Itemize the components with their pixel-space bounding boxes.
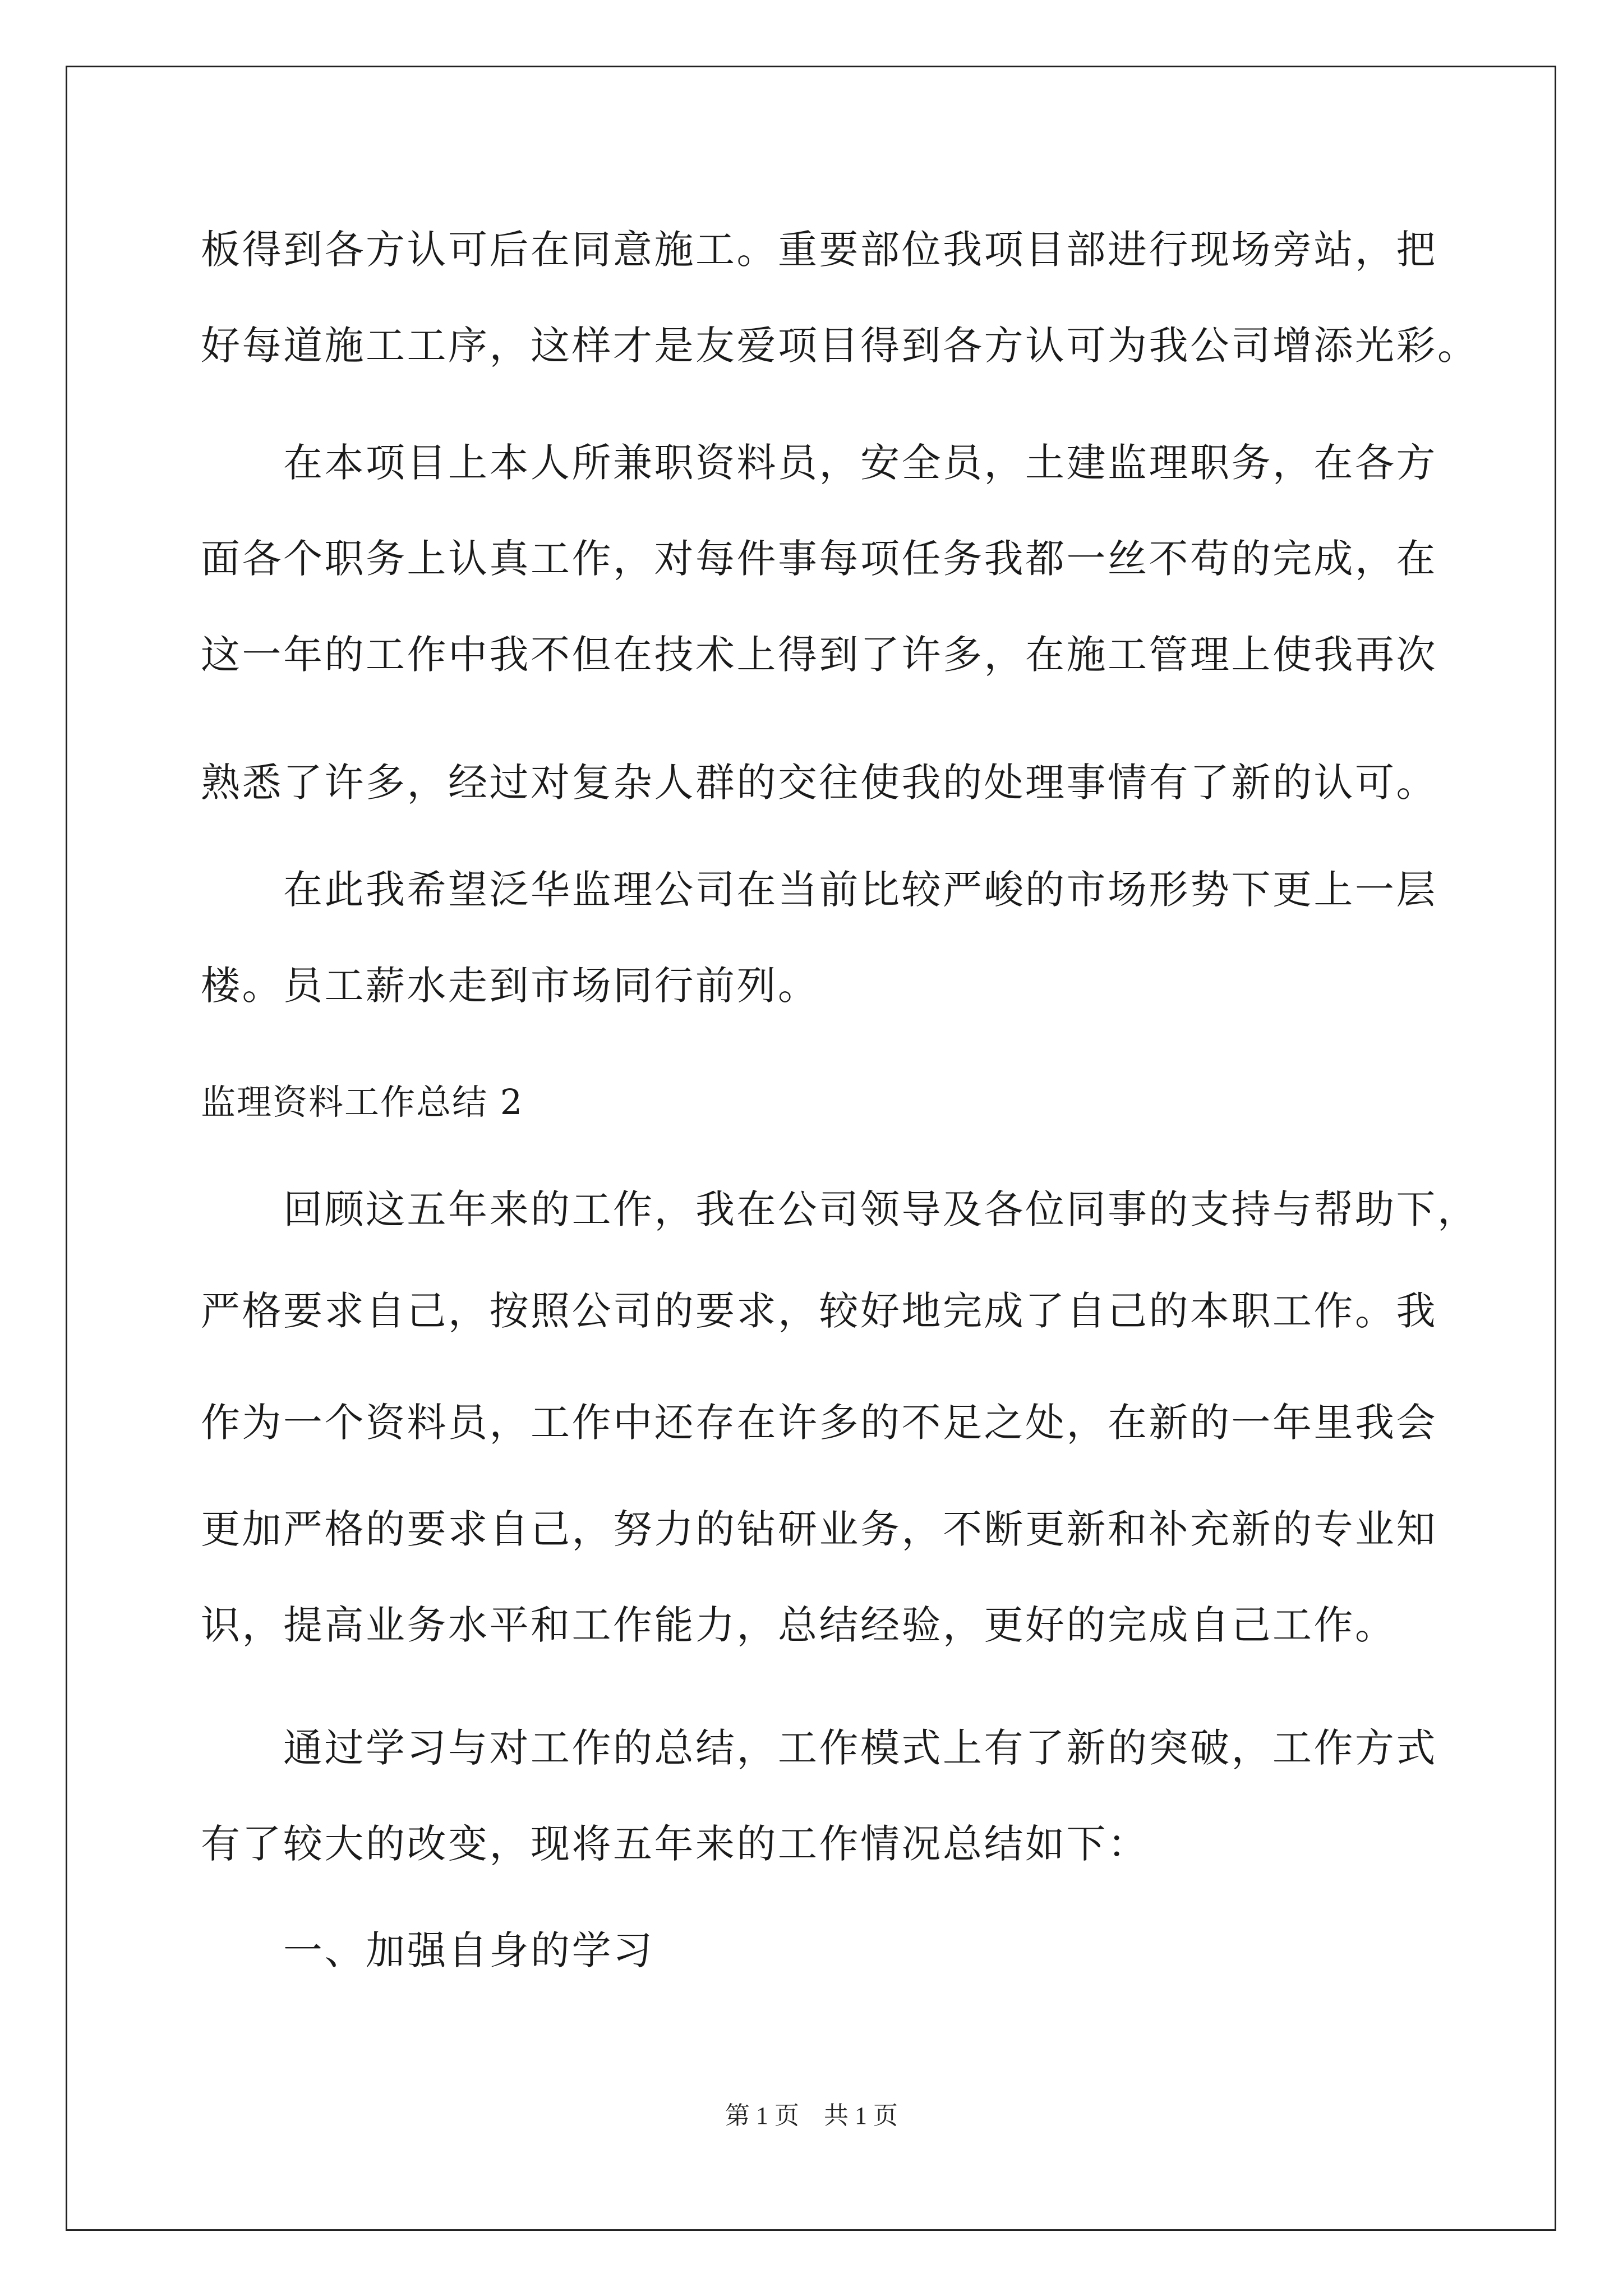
body-line: 更加严格的要求自己，努力的钻研业务，不断更新和补充新的专业知 [201, 1506, 1437, 1552]
body-line: 识，提高业务水平和工作能力，总结经验，更好的完成自己工作。 [201, 1602, 1396, 1648]
body-line: 面各个职务上认真工作，对每件事每项任务我都一丝不苟的完成，在 [201, 536, 1437, 582]
list-heading: 一、加强自身的学习 [283, 1927, 654, 1973]
body-line: 回顾这五年来的工作，我在公司领导及各位同事的支持与帮助下， [283, 1186, 1479, 1232]
page-footer: 第 1 页 共 1 页 [725, 2102, 898, 2129]
page-border [66, 66, 1556, 2231]
body-line: 作为一个资料员，工作中还存在许多的不足之处，在新的一年里我会 [201, 1400, 1437, 1446]
body-line: 板得到各方认可后在同意施工。重要部位我项目部进行现场旁站，把 [201, 227, 1437, 273]
body-line: 通过学习与对工作的总结，工作模式上有了新的突破，工作方式 [283, 1725, 1437, 1771]
body-line: 严格要求自己，按照公司的要求，较好地完成了自己的本职工作。我 [201, 1288, 1437, 1334]
body-line: 好每道施工工序，这样才是友爱项目得到各方认可为我公司增添光彩。 [201, 323, 1479, 369]
body-line: 有了较大的改变，现将五年来的工作情况总结如下： [201, 1821, 1149, 1867]
body-line: 熟悉了许多，经过对复杂人群的交往使我的处理事情有了新的认可。 [201, 760, 1437, 806]
body-line: 在本项目上本人所兼职资料员，安全员，土建监理职务，在各方 [283, 440, 1437, 486]
body-line: 楼。员工薪水走到市场同行前列。 [201, 963, 819, 1009]
section-heading: 监理资料工作总结 2 [201, 1082, 524, 1122]
body-line: 这一年的工作中我不但在技术上得到了许多，在施工管理上使我再次 [201, 632, 1437, 678]
body-line: 在此我希望泛华监理公司在当前比较严峻的市场形势下更上一层 [283, 867, 1437, 913]
